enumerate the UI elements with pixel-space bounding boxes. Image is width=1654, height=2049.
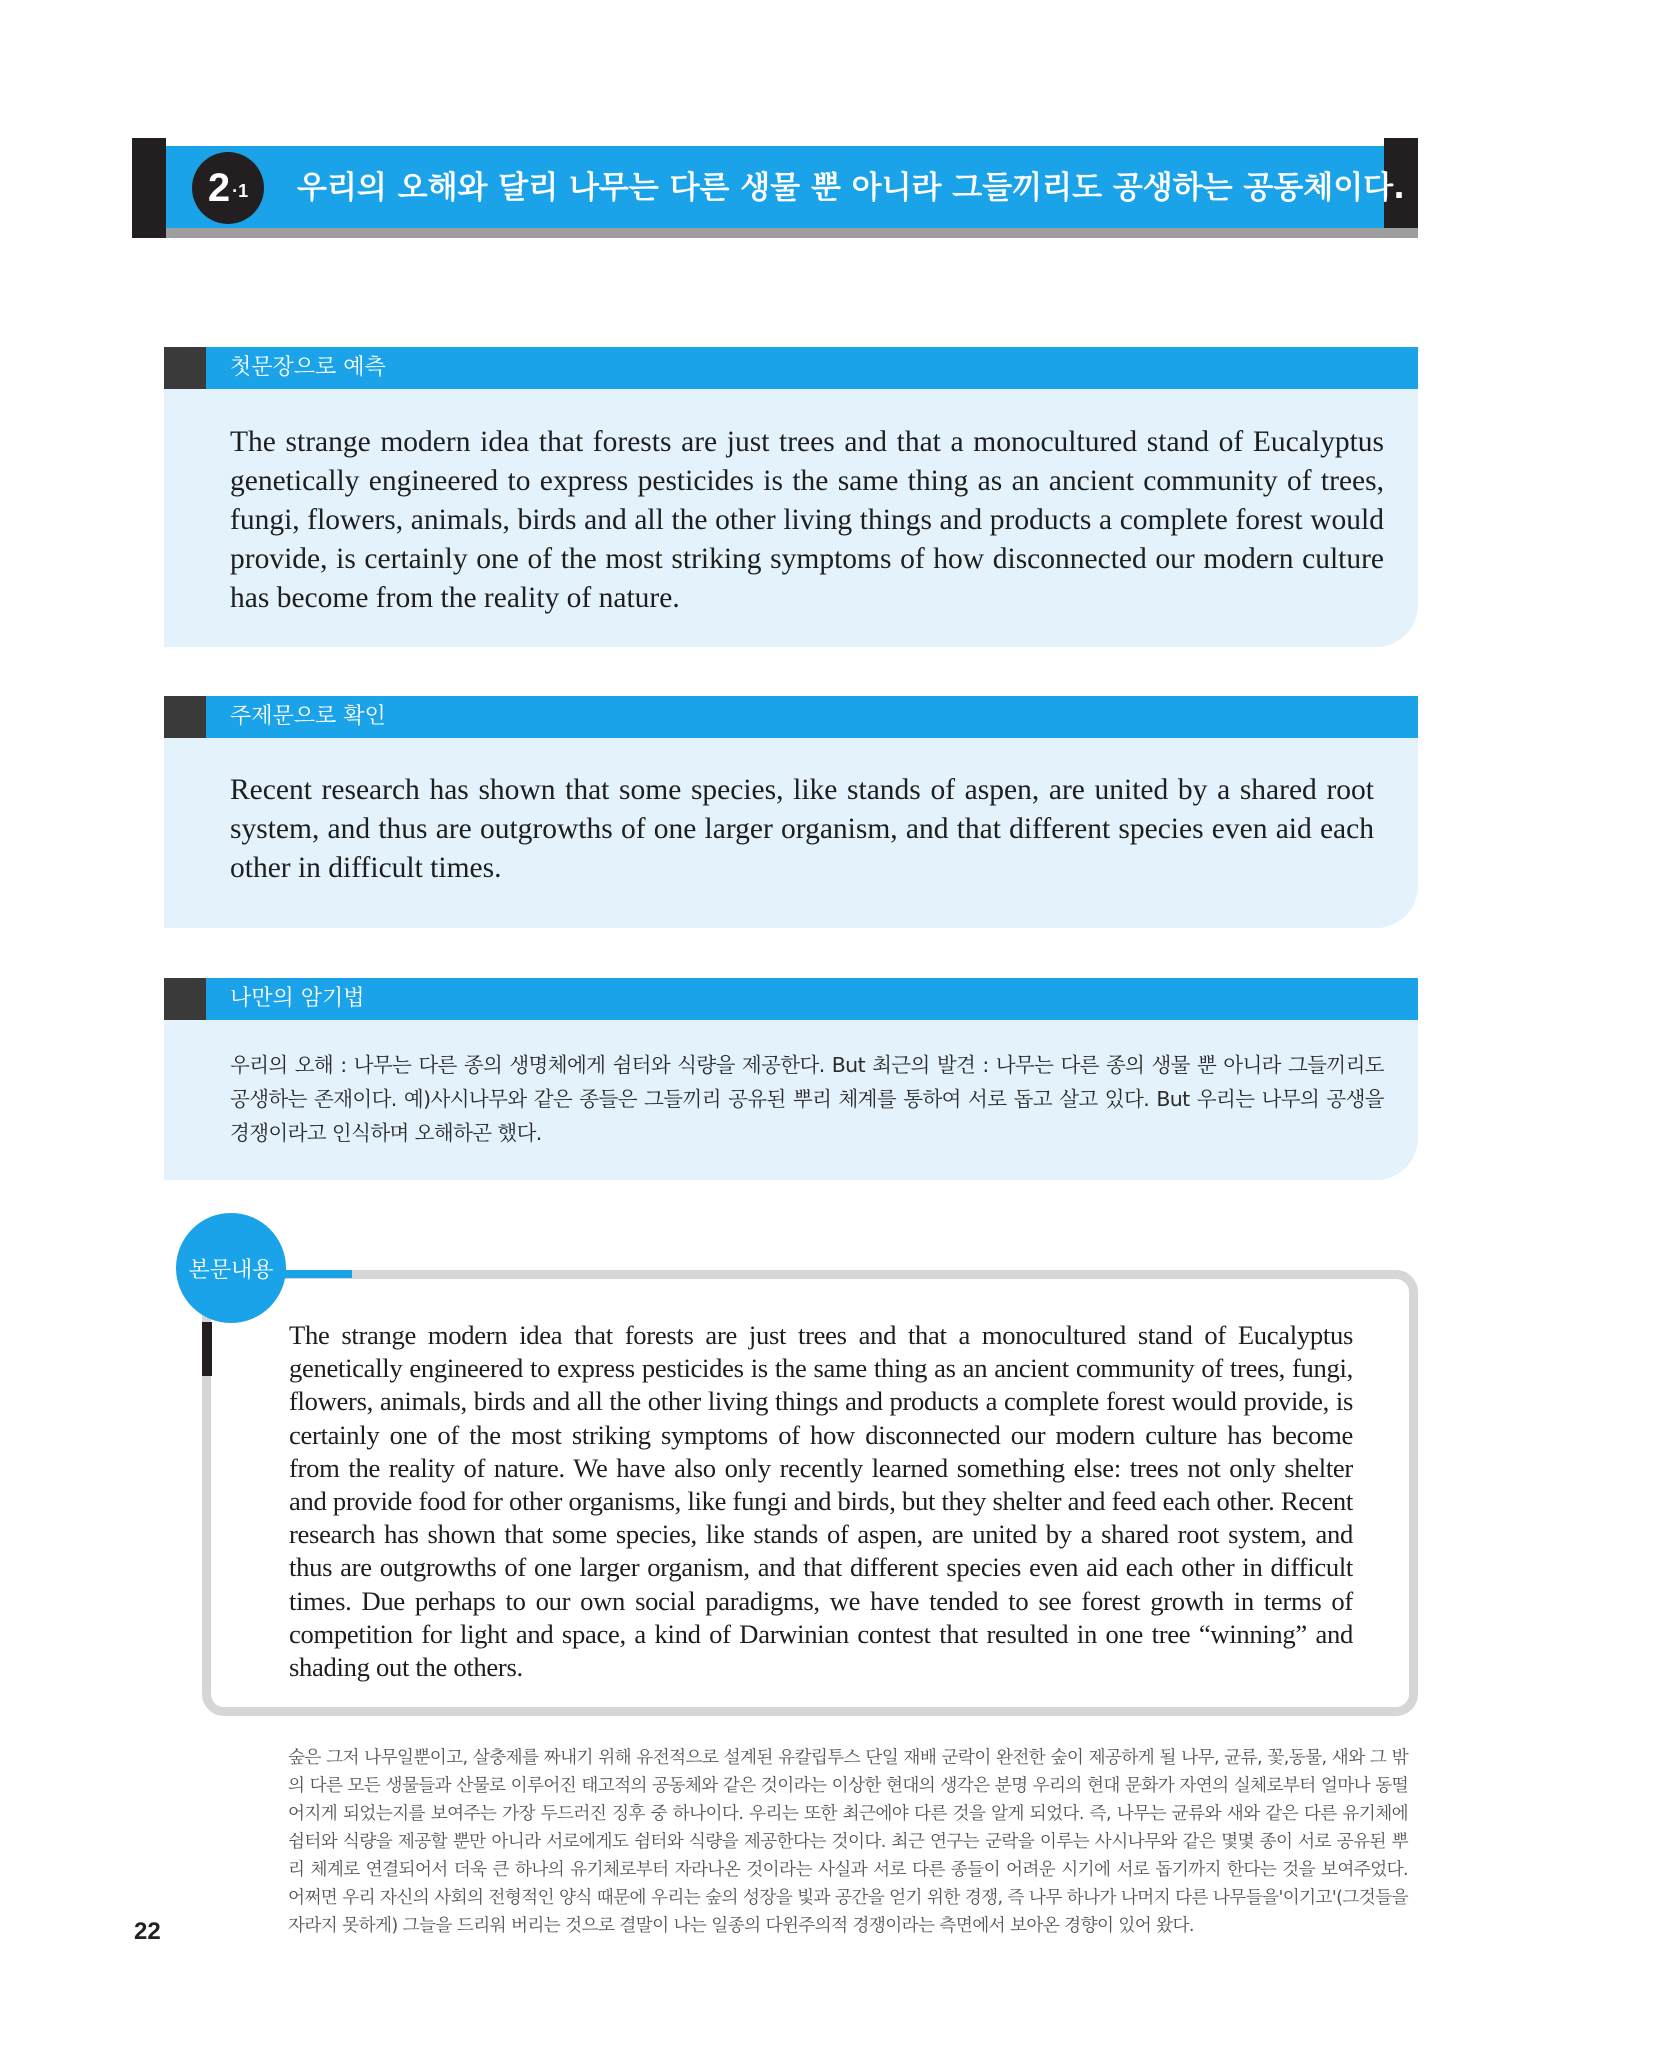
unit-title: 우리의 오해와 달리 나무는 다른 생물 뿐 아니라 그들끼리도 공생하는 공동체이다. xyxy=(297,170,1405,206)
section-label-topic: 주제문으로 확인 xyxy=(230,704,386,729)
header-left-block xyxy=(132,138,166,238)
section-bar-prediction xyxy=(164,347,1418,389)
main-content-accent-line xyxy=(280,1270,352,1278)
section-box-mnemonic xyxy=(164,1020,1418,1180)
unit-sub-number: ·1 xyxy=(232,180,249,201)
section-bar-tab xyxy=(164,978,206,1020)
section-bar-tab xyxy=(164,347,206,389)
main-content-sidebar-mark xyxy=(202,1322,212,1376)
main-passage-box xyxy=(202,1270,1418,1716)
korean-translation: 숲은 그저 나무일뿐이고, 살충제를 짜내기 위해 유전적으로 설계된 유칼립투스 단일 재배 군락이 완전한 숲이 제공하게 될 나무, 균류, 꽃,동물, 새와 그 밖의 다른 모든 생물들과 산물로 이루어진 태고적의 공동체와 같은 것이라는 이상한 현대의 생각은 분명 우리의 현대 문화가 자연의 실체로부터 얼마나 동떨어지게 되었는지를 보여주는 가장 두드러진 징후 중 하나이다. 우리는 또한 최근에야 다른 것을 알게 되었다. 즉, 나무는 균류와 새와 같은 다른 유기체에 쉼터와 식량을 제공할 뿐만 아니라 서로에게도 쉼터와 식량을 제공한다는 것이다. 최근 연구는 군락을 이루는 사시나무와 같은 몇몇 종이 서로 공유된 뿌리 체계로 연결되어서 더욱 큰 하나의 유기체로부터 자라나온 것이라는 사실과 서로 다른 종들이 어려운 시기에 서로 돕기까지 한다는 것을 보여주었다. 어쩌면 우리 자신의 사회의 전형적인 양식 때문에 우리는 숲의 성장을 빛과 공간을 얻기 위한 경쟁, 즉 나무 하나가 나머지 다른 나무들을'이기고'(그것들을 자라지 못하게) 그늘을 드리워 버리는 것으로 결말이 나는 일종의 다윈주의적 경쟁이라는 측면에서 보아온 경향이 있어 왔다. xyxy=(288,1748,1408,1936)
unit-number-badge xyxy=(192,152,264,224)
section-bar-topic xyxy=(164,696,1418,738)
unit-number: 2 xyxy=(207,165,231,210)
section-label-prediction: 첫문장으로 예측 xyxy=(230,355,386,380)
section-box-topic xyxy=(164,738,1418,928)
section-bar-mnemonic xyxy=(164,978,1418,1020)
topic-sentence-text: Recent research has shown that some species, like stands of aspen, are united by a shared root system, and thus are outgrowths of one larger organism, and that different species even aid each other in difficult times. xyxy=(230,774,1374,884)
section-label-mnemonic: 나만의 암기법 xyxy=(230,986,365,1011)
main-passage-text: The strange modern idea that forests are just trees and that a monocultured stand of Eucalyptus genetically engineered to express pesticides is the same thing as an ancient community of trees, fungi, flowers, animals, birds and all the other living things and products a complete forest would provide, is certainly one of the most striking symptoms of how disconnected our modern culture has become from the reality of nature. We have also only recently learned something else: trees not only shelter and provide food for other organisms, like fungi and birds, but they shelter and feed each other. Recent research has shown that some species, like stands of aspen, are united by a shared root system, and thus are outgrowths of one larger organism, and that different species even aid each other in difficult times. Due perhaps to our own social paradigms, we have tended to see forest growth in terms of competition for light and space, a kind of Darwinian contest that resulted in one tree “winning” and shading out the others. xyxy=(289,1320,1353,1683)
section-box-prediction xyxy=(164,389,1418,647)
mnemonic-text: 우리의 오해 : 나무는 다른 종의 생명체에게 쉼터와 식량을 제공한다. But 최근의 발견 : 나무는 다른 종의 생물 뿐 아니라 그들끼리도 공생하는 존재이다. 예)사시나무와 같은 종들은 그들끼리 공유된 뿌리 체계를 통하여 서로 돕고 살고 있다. But 우리는 나무의 공생을 경쟁이라고 인식하며 오해하곤 했다. xyxy=(230,1053,1384,1145)
first-sentence-text: The strange modern idea that forests are just trees and that a monocultured stand of Eucalyptus genetically engineered to express pesticides is the same thing as an ancient community of trees, fungi, flowers, animals, birds and all the other living things and products a complete forest would provide, is certainly one of the most striking symptoms of how disconnected our modern culture has become from the reality of nature. xyxy=(230,426,1384,614)
page-number: 22 xyxy=(134,1918,161,1945)
header-underline xyxy=(166,228,1418,238)
main-content-badge: 본문내용 xyxy=(176,1213,286,1323)
section-bar-tab xyxy=(164,696,206,738)
unit-header-banner xyxy=(132,138,1418,238)
